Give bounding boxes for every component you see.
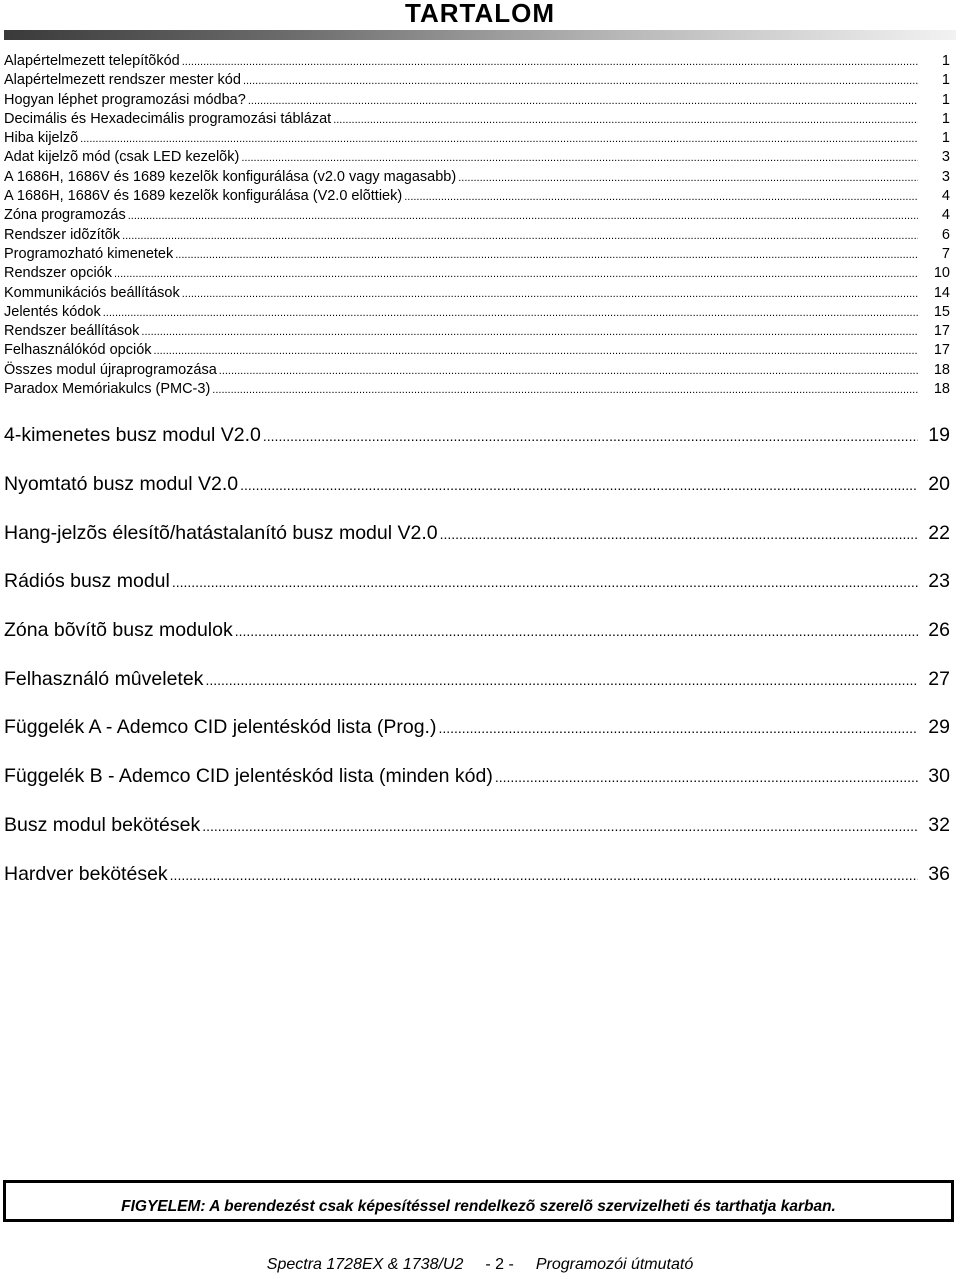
toc-entry[interactable] (4, 91, 950, 110)
toc-entry[interactable] (4, 52, 950, 71)
toc-chapter[interactable] (4, 752, 950, 801)
toc-chapter-label: Busz modul bekötések (4, 813, 201, 836)
toc-entry-page: 7 (941, 245, 950, 262)
toc-entry-page: 4 (941, 188, 950, 205)
toc-chapter[interactable] (4, 557, 950, 606)
toc-leader-dots (122, 227, 918, 246)
toc-leader-dots (182, 285, 918, 304)
warning-notice: FIGYELEM: A berendezést csak képesítéssel rendelkezõ szerelõ szervizelheti és tarthatja karban. (3, 1180, 954, 1222)
toc-chapter-label: Felhasználó mûveletek (4, 667, 204, 690)
toc-chapter-page: 19 (928, 424, 950, 447)
toc-entry-page: 3 (941, 168, 950, 185)
toc-entry-label: Kommunikációs beállítások (4, 284, 180, 301)
toc-entry-page: 1 (941, 53, 950, 69)
toc-leader-dots (438, 704, 918, 753)
toc-entry-page: 18 (933, 361, 950, 378)
toc-chapter-label: Hardver bekötések (4, 862, 168, 885)
toc-leader-dots (212, 381, 918, 400)
toc-chapter[interactable] (4, 850, 950, 899)
toc-chapter[interactable] (4, 655, 950, 704)
toc-chapter-label: Nyomtató busz modul V2.0 (4, 473, 239, 496)
toc-entry-label: Jelentés kódok (4, 303, 101, 320)
toc-leader-dots (154, 342, 918, 361)
toc-chapter-label: Zóna bõvítõ busz modulok (4, 619, 233, 642)
toc-entry[interactable] (4, 148, 950, 167)
toc-entry-page: 18 (933, 381, 950, 398)
toc-entry[interactable] (4, 110, 950, 129)
toc-chapter-page: 30 (928, 765, 950, 788)
toc-leader-dots (175, 246, 918, 265)
toc-entry-label: Alapértelmezett rendszer mester kód (4, 72, 241, 89)
toc-entry-label: Zóna programozás (4, 207, 126, 224)
toc-chapter[interactable] (4, 509, 950, 558)
toc-entry[interactable] (4, 226, 950, 245)
toc-entry-page: 14 (933, 284, 950, 301)
page-title: TARTALOM (405, 0, 555, 28)
footer-document-title: Programozói útmutató (535, 1256, 694, 1273)
toc-leader-dots (172, 558, 918, 607)
title-gradient-rule (4, 30, 956, 40)
toc-leader-dots (202, 802, 918, 851)
toc-entry-page: 6 (941, 226, 950, 243)
toc-entry-label: A 1686H, 1686V és 1689 kezelõk konfigurálása (V2.0 elõttiek) (4, 188, 403, 205)
toc-leader-dots (240, 461, 918, 510)
footer-product: Spectra 1728EX & 1738/U2 (266, 1256, 464, 1273)
toc-chapter-page: 27 (928, 667, 950, 690)
toc-leader-dots (495, 753, 918, 802)
toc-entry-label: Decimális és Hexadecimális programozási táblázat (4, 110, 332, 127)
toc-entry-label: Hogyan léphet programozási módba? (4, 91, 246, 108)
toc-leader-dots (219, 362, 918, 381)
toc-leader-dots (404, 188, 918, 207)
toc-chapter[interactable] (4, 801, 950, 850)
toc-entry-page: 15 (933, 303, 950, 320)
toc-leader-dots (103, 304, 918, 323)
toc-entry-label: Paradox Memóriakulcs (PMC-3) (4, 381, 211, 398)
toc-chapter[interactable] (4, 606, 950, 655)
toc-leader-dots (80, 130, 918, 149)
toc-entry-label: Programozható kimenetek (4, 245, 174, 262)
toc-leader-dots (170, 851, 918, 900)
toc-leader-dots (235, 607, 918, 656)
toc-leader-dots (241, 149, 918, 168)
toc-chapter-page: 32 (928, 813, 950, 836)
toc-leader-dots (333, 111, 918, 130)
toc-chapter-label: Függelék B - Ademco CID jelentéskód lista (minden kód) (4, 765, 493, 788)
toc-leader-dots (114, 265, 918, 284)
toc-chapter-page: 22 (928, 521, 950, 544)
toc-chapter[interactable] (4, 703, 950, 752)
toc-entry[interactable] (4, 129, 950, 148)
toc-leader-dots (205, 656, 918, 705)
toc-entry-label: Rendszer beállítások (4, 323, 140, 340)
toc-entry-page: 1 (941, 110, 950, 127)
toc-chapter-page: 36 (928, 862, 950, 885)
toc-entry[interactable] (4, 303, 950, 322)
toc-entry-page: 1 (941, 72, 950, 89)
toc-entry-page: 4 (941, 207, 950, 224)
toc-chapter-label: Hang-jelzõs élesítõ/hatástalanító busz modul V2.0 (4, 521, 438, 544)
toc-entry-page: 17 (933, 323, 950, 340)
toc-chapter-page: 26 (928, 619, 950, 642)
toc-chapter[interactable] (4, 411, 950, 460)
toc-leader-dots (182, 53, 918, 72)
toc-entry[interactable] (4, 322, 950, 341)
toc-entry[interactable] (4, 245, 950, 264)
toc-entry[interactable] (4, 71, 950, 90)
toc-entry-page: 17 (933, 342, 950, 359)
toc-entry[interactable] (4, 341, 950, 360)
toc-entry-page: 10 (933, 265, 950, 282)
toc-entry[interactable] (4, 264, 950, 283)
toc-entry-page: 3 (941, 149, 950, 166)
toc-entry-label: Összes modul újraprogramozása (4, 361, 217, 378)
toc-leader-dots (243, 72, 918, 91)
toc-entry[interactable] (4, 187, 950, 206)
toc-entry-label: Felhasználókód opciók (4, 342, 152, 359)
page-footer (0, 1256, 960, 1274)
toc-chapter-page: 23 (928, 570, 950, 593)
toc-entry[interactable] (4, 168, 950, 187)
toc-entry[interactable] (4, 361, 950, 380)
toc-chapter-page: 29 (928, 716, 950, 739)
toc-chapter-page: 20 (928, 473, 950, 496)
toc-entry-label: Adat kijelzõ mód (csak LED kezelõk) (4, 149, 240, 166)
toc-entry-label: Rendszer idõzítõk (4, 226, 121, 243)
toc-spacer (4, 399, 950, 411)
footer-page-number: - 2 - (485, 1256, 514, 1273)
toc-chapter-label: Függelék A - Ademco CID jelentéskód lista (Prog.) (4, 716, 437, 739)
table-of-contents (4, 52, 950, 898)
toc-entry-label: Hiba kijelzõ (4, 130, 79, 147)
toc-entry[interactable] (4, 206, 950, 225)
toc-leader-dots (141, 323, 918, 342)
toc-entry[interactable] (4, 284, 950, 303)
toc-leader-dots (128, 207, 918, 226)
toc-leader-dots (263, 412, 918, 461)
toc-entry-page: 1 (941, 130, 950, 147)
toc-entry-page: 1 (941, 91, 950, 108)
toc-chapter-label: 4-kimenetes busz modul V2.0 (4, 424, 261, 447)
toc-entry[interactable] (4, 380, 950, 399)
toc-entry-label: Rendszer opciók (4, 265, 112, 282)
toc-chapter[interactable] (4, 460, 950, 509)
toc-chapter-label: Rádiós busz modul (4, 570, 170, 593)
toc-leader-dots (458, 169, 918, 188)
toc-leader-dots (248, 92, 918, 111)
toc-entry-label: Alapértelmezett telepítõkód (4, 53, 180, 69)
toc-leader-dots (440, 510, 918, 559)
toc-entry-label: A 1686H, 1686V és 1689 kezelõk konfigurálása (v2.0 vagy magasabb) (4, 168, 457, 185)
